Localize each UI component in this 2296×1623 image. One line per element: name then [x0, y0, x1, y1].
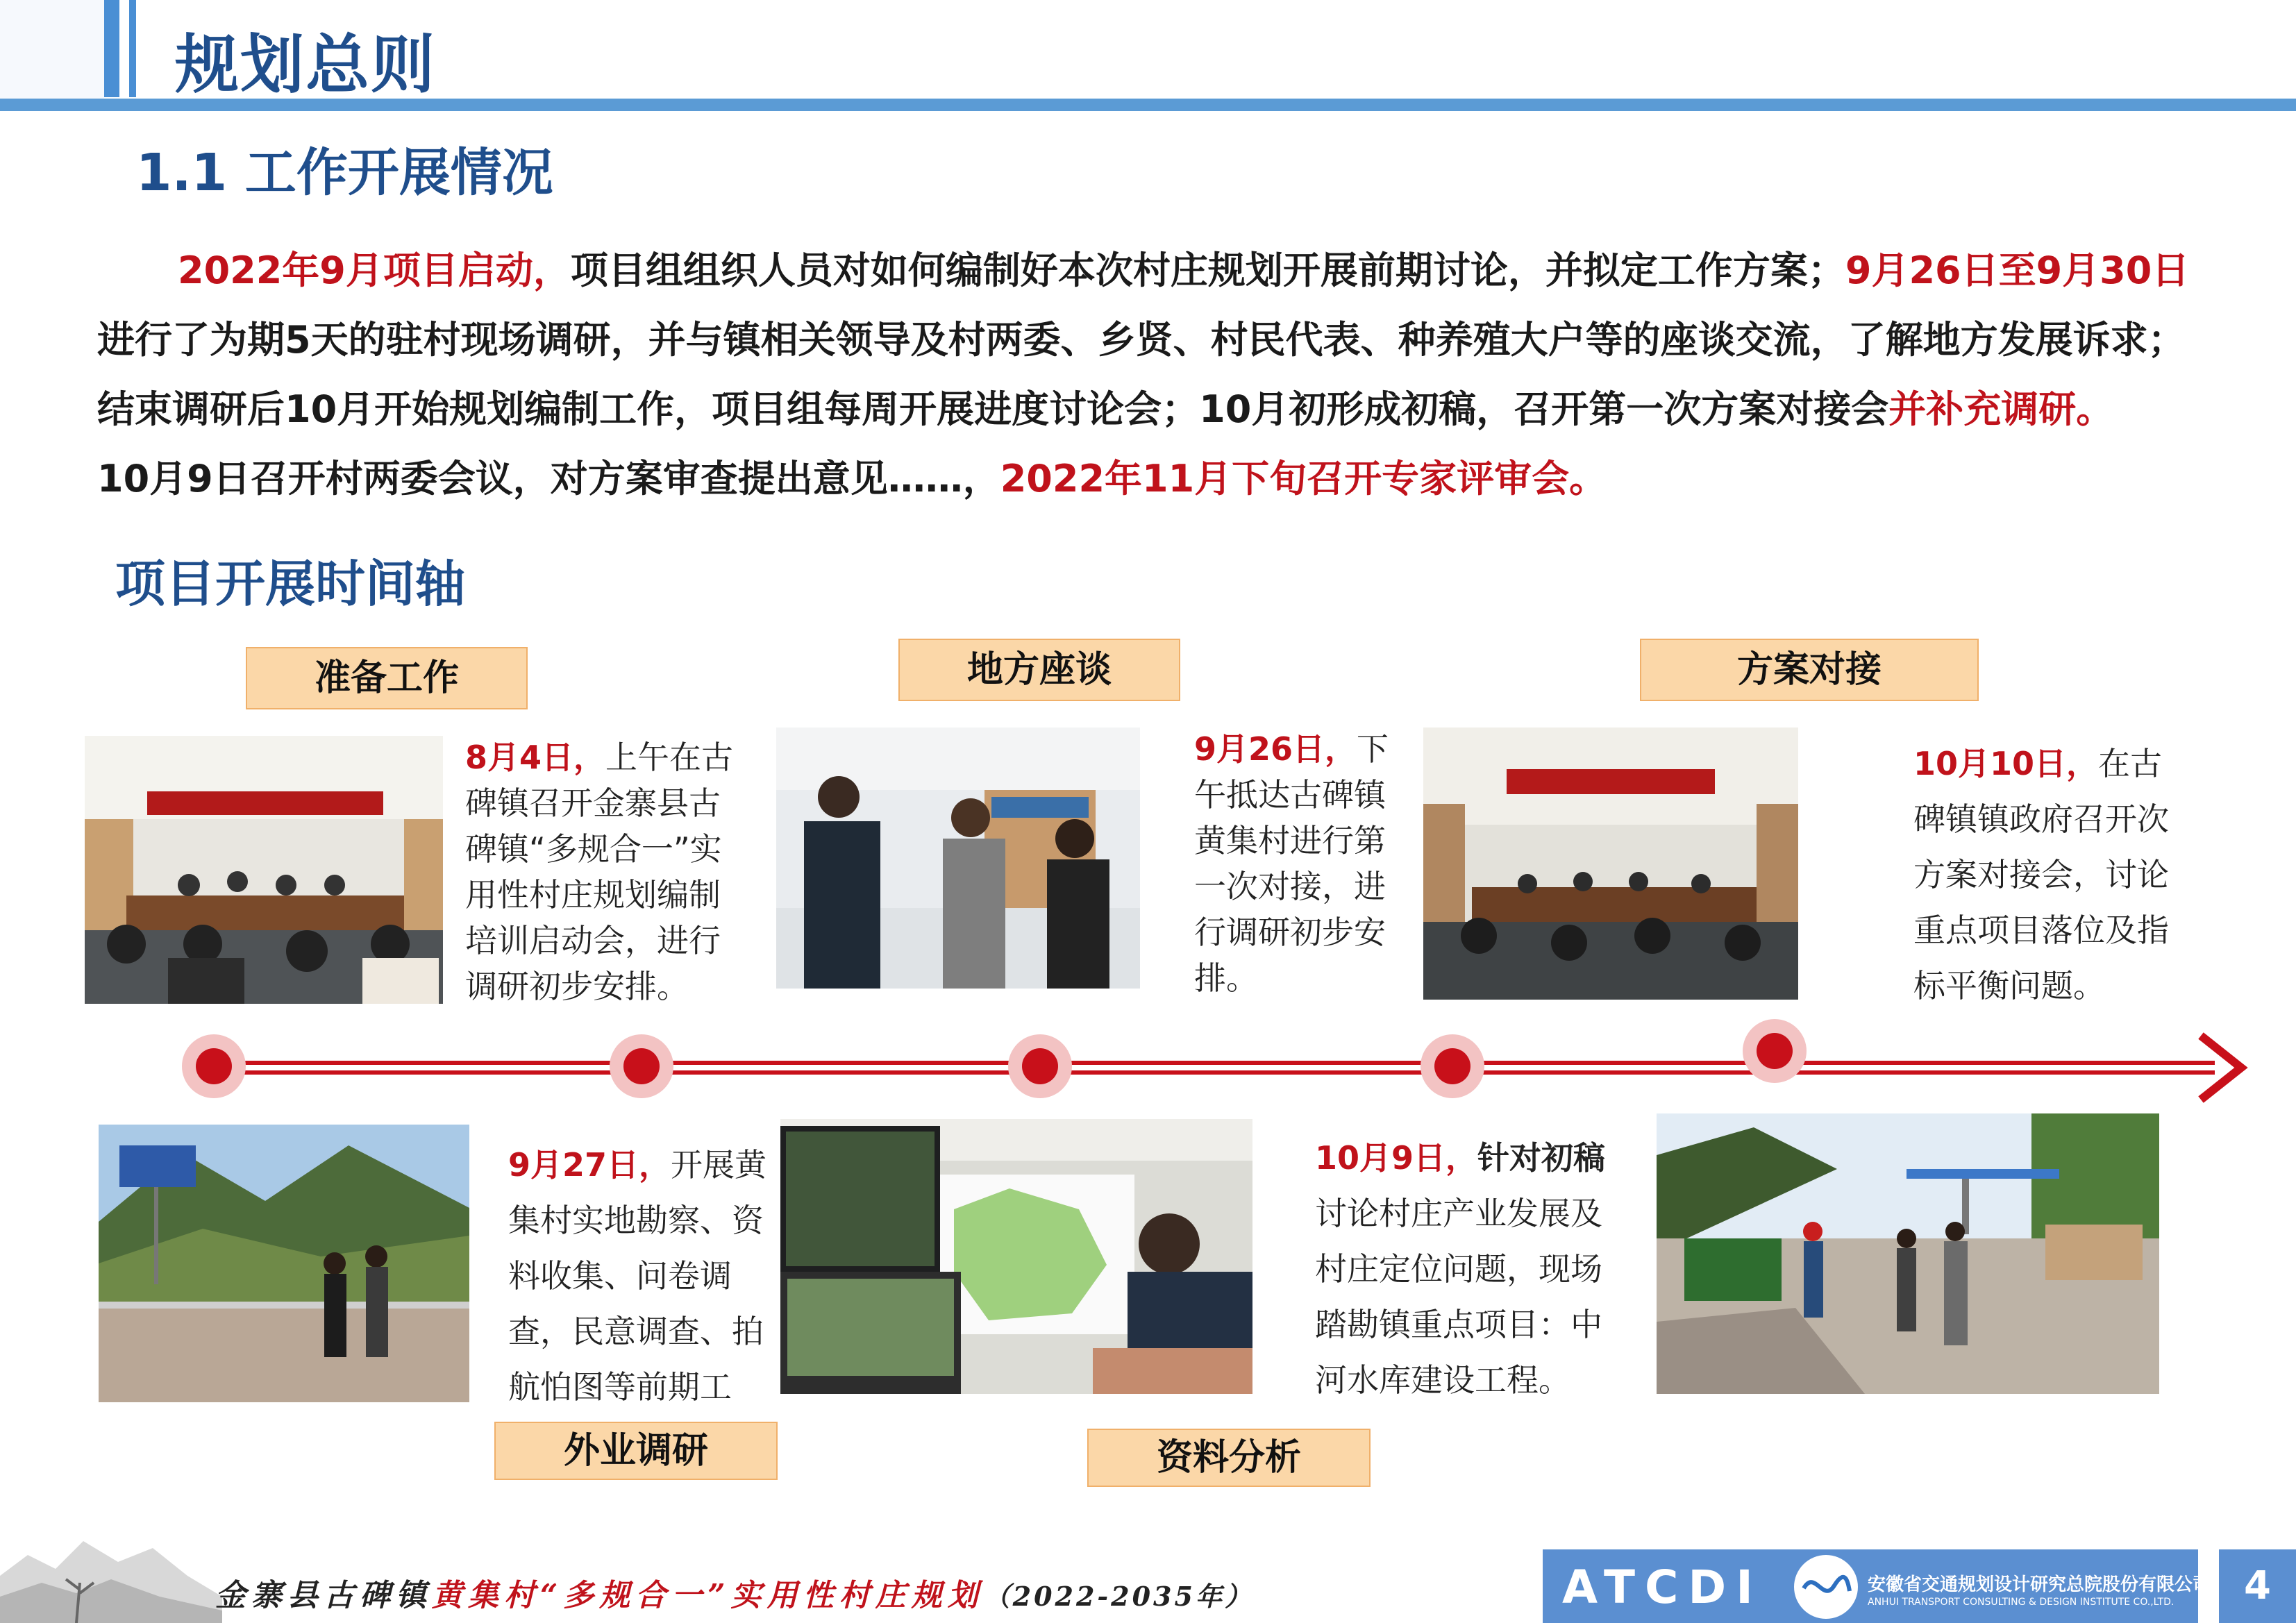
photo-local-forum: [776, 728, 1140, 989]
photo-plan-meeting: [1423, 728, 1798, 1000]
timeline-node-3: [1008, 1034, 1072, 1098]
event-oct10: [1913, 736, 2191, 1014]
event-sep27-date: 9月27日，: [508, 1146, 671, 1184]
timeline-node-4: [1421, 1034, 1484, 1098]
photo-site-inspection: [1657, 1113, 2159, 1394]
intro-start: 2022年9月项目启动，: [178, 249, 571, 292]
company-logo: ATCDI: [1562, 1561, 1763, 1614]
company-emblem-icon: [1794, 1555, 1858, 1619]
event-aug4-text: 上午在古碑镇召开金寨县古碑镇“多规合一”实用性村庄规划编制培训启动会，进行调研初步安排。: [465, 739, 734, 1005]
page-number: 4: [2219, 1549, 2296, 1623]
intro-text-2: 进行了为期5天的驻村现场调研，并与镇相关领导及村两委、乡贤、村民代表、种养殖大户等的座谈交流，了解地方发展诉求；结束调研后10月开始规划编制工作，项目组每周开展进度讨论会；10月初形成初稿，召开第一次方案对接会: [97, 318, 2186, 431]
photo-data-analysis: [780, 1119, 1252, 1394]
event-sep26-date: 9月26日，: [1194, 730, 1357, 768]
photo-field-survey: [99, 1125, 469, 1402]
footer-project-title: [215, 1570, 1254, 1615]
photo-kickoff-meeting: [85, 736, 443, 1004]
company-name-cn: 安徽省交通规划设计研究总院股份有限公司: [1868, 1574, 2211, 1595]
timeline-node-2: [610, 1034, 673, 1098]
intro-text-3: 10月9日召开村两委会议，对方案审查提出意见……，: [97, 457, 1000, 501]
label-field: 外业调研: [494, 1422, 778, 1480]
timeline-arrow-icon: [2194, 1032, 2249, 1104]
event-sep27-text: 开展黄集村实地勘察、资料收集、问卷调查，民意调查、拍航怕图等前期工: [508, 1146, 767, 1406]
event-aug4: [465, 734, 736, 1009]
event-aug4-date: 8月4日，: [465, 739, 606, 776]
ink-landscape-decoration: [0, 1513, 222, 1623]
event-sep27: [508, 1137, 772, 1470]
footer-years: （2022-2035年）: [983, 1581, 1254, 1612]
event-oct9-date: 10月9日，: [1315, 1139, 1478, 1177]
header-accent-bar-thin: [129, 0, 136, 97]
intro-paragraph: [97, 236, 2222, 514]
section-title: 1.1 工作开展情况: [136, 143, 553, 203]
footer-village: 黄集村“多规合一”实用性村庄规划: [432, 1578, 984, 1613]
label-plan: 方案对接: [1640, 639, 1979, 701]
timeline-title: 项目开展时间轴: [115, 555, 466, 613]
intro-field-dates: 9月26日至9月30日: [1845, 249, 2190, 292]
header-background: [0, 0, 104, 99]
timeline-axis-line-bottom: [215, 1070, 2215, 1075]
intro-review: 2022年11月下旬召开专家评审会。: [1000, 457, 1607, 501]
footer-county: 金寨县古碑镇: [215, 1578, 432, 1613]
label-prep: 准备工作: [246, 647, 528, 709]
intro-supplement: 并补充调研。: [1888, 387, 2114, 431]
page-title: 规划总则: [175, 28, 437, 102]
company-name-en: ANHUI TRANSPORT CONSULTING & DESIGN INSTITUTE CO.,LTD.: [1868, 1597, 2175, 1608]
event-oct9-suffix: 针对初稿: [1477, 1139, 1606, 1177]
event-oct9: [1315, 1130, 1607, 1408]
header-accent-bar: [104, 0, 119, 97]
event-oct10-date: 10月10日，: [1913, 745, 2099, 782]
timeline-axis-line-top: [215, 1061, 2215, 1065]
timeline-node-1: [182, 1034, 246, 1098]
intro-text-1: 项目组组织人员对如何编制好本次村庄规划开展前期讨论，并拟定工作方案；: [570, 249, 1845, 292]
event-oct9-text: 讨论村庄产业发展及村庄定位问题，现场踏勘镇重点项目：中河水库建设工程。: [1315, 1195, 1602, 1399]
timeline-node-5: [1743, 1019, 1807, 1083]
event-oct10-text: 在古碑镇镇政府召开次方案对接会，讨论重点项目落位及指标平衡问题。: [1913, 745, 2169, 1004]
label-forum: 地方座谈: [898, 639, 1180, 701]
label-analysis: 资料分析: [1087, 1429, 1371, 1487]
event-sep26-text: 下午抵达古碑镇黄集村进行第一次对接，进行调研初步安排。: [1194, 730, 1389, 997]
event-sep26: [1194, 726, 1396, 1001]
